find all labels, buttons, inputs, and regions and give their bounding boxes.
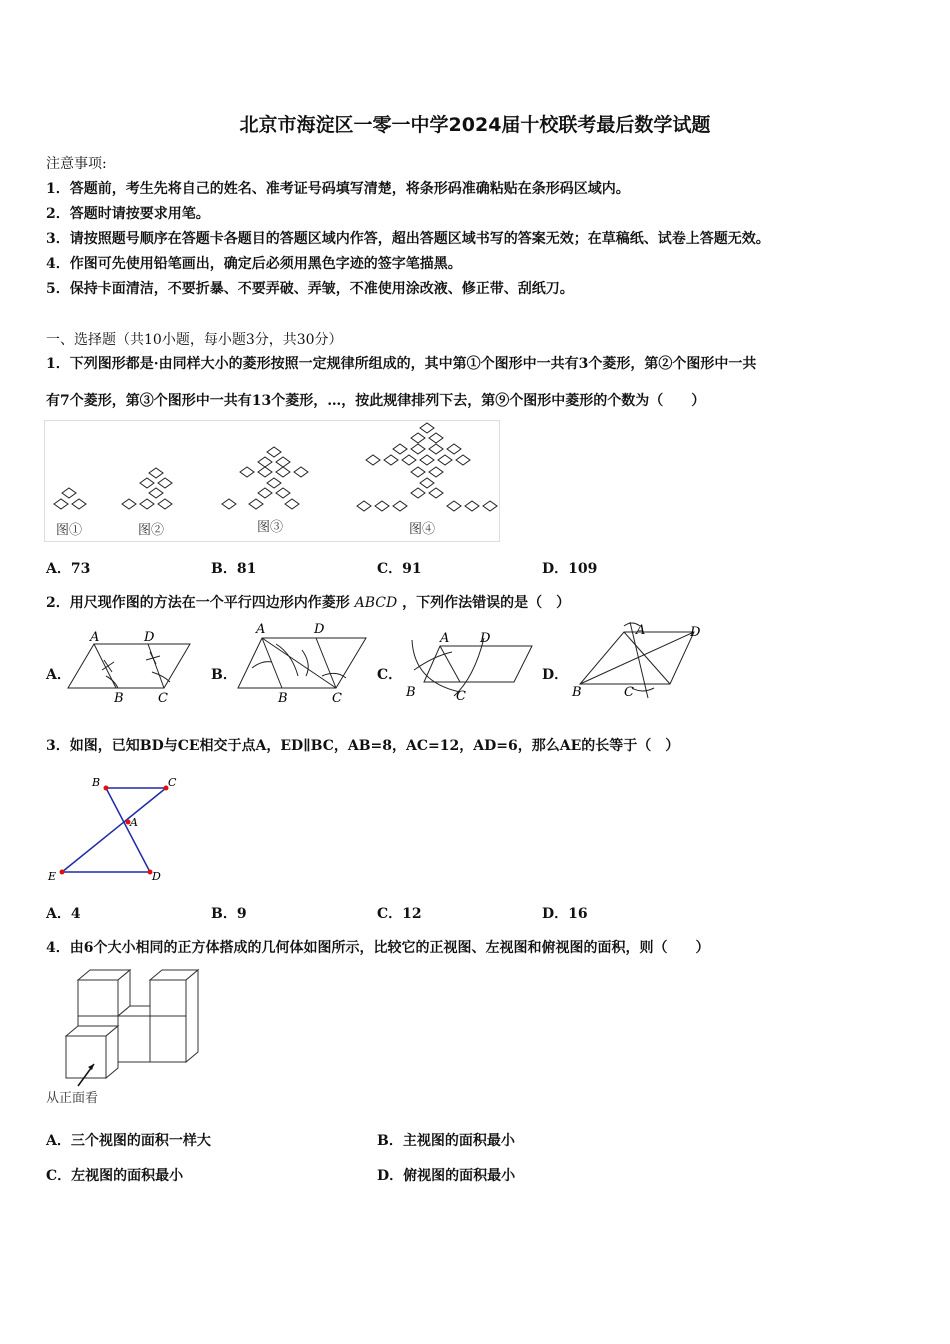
q2-option-d[interactable]: D． — [542, 667, 569, 683]
q1-option-a[interactable]: A．73 — [46, 561, 91, 577]
note-item: 5．保持卡面清洁，不要折暴、不要弄破、弄皱，不准使用涂改液、修正带、刮纸刀。 — [46, 281, 574, 297]
q2-figure-a — [66, 626, 196, 704]
point-label: C — [332, 691, 342, 706]
q3-figure — [44, 774, 184, 886]
fig-label: 图④ — [409, 522, 436, 537]
note-item: 3．请按照题号顺序在答题卡各题目的答题区域内作答，超出答题区域书写的答案无效；在草稿纸、试卷上答题无效。 — [46, 231, 770, 247]
q3-option-a[interactable]: A．4 — [46, 906, 81, 922]
point-label: D — [144, 630, 155, 645]
q4-option-a[interactable]: A．三个视图的面积一样大 — [46, 1133, 211, 1149]
q4-cubes-figure — [44, 968, 206, 1110]
point-label: A — [440, 631, 450, 646]
page-title: 北京市海淀区一零一中学2024届十校联考最后数学试题 — [239, 114, 711, 136]
q2-figure-c — [400, 626, 536, 706]
point-label: B — [406, 685, 416, 700]
q2-text — [46, 592, 570, 612]
q4-option-c[interactable]: C．左视图的面积最小 — [46, 1168, 184, 1184]
q2-option-a[interactable]: A． — [46, 667, 71, 683]
fig-label: 图② — [138, 523, 165, 538]
point-label: B — [278, 691, 288, 706]
q1-rhombus-figures — [44, 420, 500, 542]
q2-figure-d — [570, 618, 712, 704]
point-label: C — [168, 776, 177, 789]
point-label: B — [114, 691, 124, 704]
q2-option-c[interactable]: C． — [377, 667, 403, 683]
fig-label: 从正面看 — [46, 1091, 99, 1106]
note-item: 1．答题前，考生先将自己的姓名、准考证号码填写清楚，将条形码准确粘贴在条形码区域内。 — [46, 181, 630, 197]
point-label: A — [130, 816, 138, 829]
q3-option-b[interactable]: B．9 — [211, 906, 247, 922]
q2-option-b[interactable]: B． — [211, 667, 237, 683]
note-item: 2．答题时请按要求用笔。 — [46, 206, 210, 222]
point-label: C — [624, 685, 634, 700]
point-label: D — [480, 631, 491, 646]
point-label: C — [456, 689, 466, 704]
q3-option-d[interactable]: D．16 — [542, 906, 588, 922]
point-label: A — [90, 630, 100, 645]
fig-label: 图① — [56, 523, 83, 538]
point-label: D — [314, 622, 325, 637]
point-label: D — [690, 625, 701, 640]
point-label: B — [572, 685, 582, 700]
q2-figure-b — [236, 620, 372, 706]
q1-option-d[interactable]: D．109 — [542, 561, 598, 577]
q2-math: ABCD — [354, 595, 398, 611]
q1-option-c[interactable]: C．91 — [377, 561, 422, 577]
fig-label: 图③ — [257, 520, 284, 535]
q3-option-c[interactable]: C．12 — [377, 906, 422, 922]
point-label: A — [256, 622, 266, 637]
point-label: D — [152, 870, 161, 883]
point-label: C — [158, 691, 168, 704]
note-item: 4．作图可先使用铅笔画出，确定后必须用黑色字迹的签字笔描黑。 — [46, 256, 462, 272]
q4-text: 4．由6个大小相同的正方体搭成的几何体如图所示，比较它的正视图、左视图和俯视图的面积，则（ ） — [46, 940, 710, 956]
notes-heading: 注意事项: — [46, 156, 107, 172]
q1-text-line2: 有7个菱形，第③个图形中一共有13个菱形，…，按此规律排列下去，第⑨个图形中菱形的个数为（ ） — [46, 393, 706, 409]
q1-text-line1: 1．下列图形都是·由同样大小的菱形按照一定规律所组成的，其中第①个图形中一共有3个菱形，第②个图形中一共 — [46, 356, 757, 372]
point-label: E — [48, 870, 57, 883]
q3-text: 3．如图，已知BD与CE相交于点A，ED∥BC，AB=8，AC=12，AD=6，那么AE的长等于（ ） — [46, 738, 680, 754]
q2-text-end: ，下列作法错误的是（ ） — [402, 595, 571, 611]
point-label: A — [636, 623, 646, 638]
q4-option-b[interactable]: B．主视图的面积最小 — [377, 1133, 515, 1149]
q2-text-start: 2．用尺现作图的方法在一个平行四边形内作菱形 — [46, 595, 350, 611]
point-label: B — [92, 776, 101, 789]
section-heading: 一、选择题（共10小题，每小题3分，共30分） — [46, 332, 343, 348]
q1-option-b[interactable]: B．81 — [211, 561, 257, 577]
q4-option-d[interactable]: D．俯视图的面积最小 — [377, 1168, 516, 1184]
